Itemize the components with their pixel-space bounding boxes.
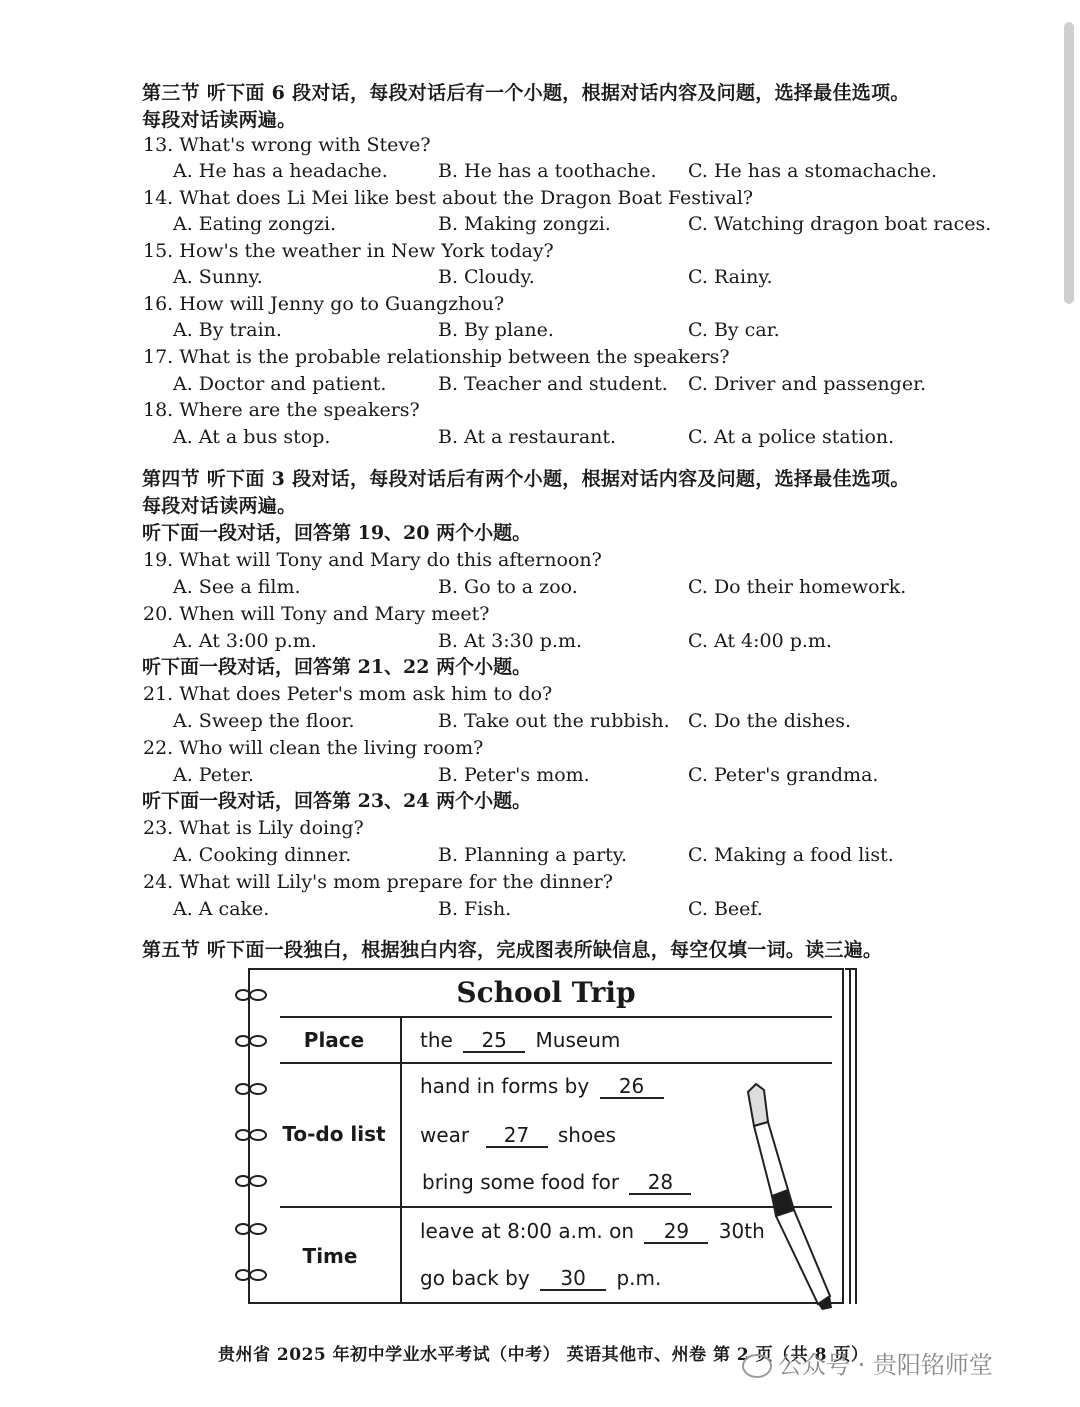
pen-icon (734, 1082, 844, 1312)
subheading-19-20: 听下面一段对话，回答第 19、20 两个小题。 (142, 522, 532, 544)
spiral-ring-icon (234, 1034, 268, 1048)
blank-28: 28 (629, 1171, 691, 1195)
question-21 (143, 681, 963, 708)
option-b: B. He has a toothache. (438, 160, 657, 182)
options-18 (143, 424, 963, 451)
question-text: 16. How will Jenny go to Guangzhou? (143, 293, 505, 315)
section3-heading (142, 80, 962, 134)
options-13 (143, 158, 963, 185)
notebook-page-edge (851, 968, 857, 1304)
time1-text: leave at 8:00 a.m. on (420, 1219, 635, 1243)
option-b: B. Peter's mom. (438, 764, 590, 786)
option-a: A. He has a headache. (173, 160, 388, 182)
question-13 (143, 132, 963, 159)
option-a: A. Sweep the floor. (173, 710, 355, 732)
watermark-text: 公众号 · 贵阳铭师堂 (778, 1351, 993, 1379)
todo2-text: wear (420, 1123, 470, 1147)
option-c: C. Making a food list. (688, 844, 894, 866)
place-row (420, 1028, 620, 1053)
todo-label: To-do list (282, 1122, 386, 1146)
section4-heading-line1: 第四节 听下面 3 段对话，每段对话后有两个小题，根据对话内容及问题，选择最佳选项。 (142, 468, 910, 490)
blank-29: 29 (644, 1220, 708, 1244)
subheading-21-22: 听下面一段对话，回答第 21、22 两个小题。 (142, 656, 532, 678)
options-21 (143, 708, 963, 735)
scrollbar[interactable] (1064, 22, 1074, 304)
place-label: Place (303, 1028, 365, 1052)
question-16 (143, 291, 963, 318)
option-a: A. At a bus stop. (173, 426, 331, 448)
question-text: 22. Who will clean the living room? (143, 737, 484, 759)
option-a: A. Doctor and patient. (173, 373, 387, 395)
option-b: B. Cloudy. (438, 266, 535, 288)
spiral-ring-icon (234, 1174, 268, 1188)
spiral-ring-icon (234, 988, 268, 1002)
options-17 (143, 371, 963, 398)
subheading-23-24: 听下面一段对话，回答第 23、24 两个小题。 (142, 790, 532, 812)
options-22 (143, 762, 963, 789)
section5-heading: 第五节 听下面一段独白，根据独白内容，完成图表所缺信息，每空仅填一词。读三遍。 (142, 939, 883, 961)
option-a: A. Cooking dinner. (173, 844, 352, 866)
spiral-ring-icon (234, 1082, 268, 1096)
question-20 (143, 601, 963, 628)
option-c: C. Peter's grandma. (688, 764, 879, 786)
option-c: C. Driver and passenger. (688, 373, 927, 395)
spiral-ring-icon (234, 1268, 268, 1282)
question-text: 13. What's wrong with Steve? (143, 134, 431, 156)
option-c: C. By car. (688, 319, 780, 341)
option-c: C. At 4:00 p.m. (688, 630, 832, 652)
time1-suffix: 30th (718, 1219, 765, 1243)
place-suffix: Museum (535, 1028, 621, 1052)
column-divider (400, 1016, 402, 1302)
option-a: A. A cake. (173, 898, 270, 920)
options-16 (143, 317, 963, 344)
question-text: 15. How's the weather in New York today? (143, 240, 554, 262)
option-b: B. Go to a zoo. (438, 576, 578, 598)
option-c: C. Rainy. (688, 266, 773, 288)
todo-row-2 (420, 1123, 616, 1148)
divider (280, 1062, 832, 1064)
question-text: 19. What will Tony and Mary do this afternoon? (143, 549, 602, 571)
todo-row-3 (422, 1170, 695, 1195)
todo-row-1 (420, 1074, 668, 1099)
option-b: B. Teacher and student. (438, 373, 668, 395)
spiral-ring-icon (234, 1128, 268, 1142)
question-19 (143, 547, 963, 574)
option-b: B. At a restaurant. (438, 426, 617, 448)
question-23 (143, 815, 963, 842)
question-22 (143, 735, 963, 762)
option-a: A. Sunny. (173, 266, 263, 288)
option-b: B. Take out the rubbish. (438, 710, 670, 732)
spiral-ring-icon (234, 1222, 268, 1236)
time-label: Time (302, 1244, 358, 1268)
option-c: C. Beef. (688, 898, 763, 920)
question-text: 24. What will Lily's mom prepare for the dinner? (143, 871, 613, 893)
question-14 (143, 185, 963, 212)
blank-30: 30 (540, 1267, 606, 1291)
section3-heading-line2: 每段对话读两遍。 (142, 109, 297, 131)
option-c: C. Do the dishes. (688, 710, 852, 732)
question-text: 21. What does Peter's mom ask him to do? (143, 683, 553, 705)
options-14 (143, 211, 992, 238)
question-15 (143, 238, 963, 265)
option-c: C. Do their homework. (688, 576, 907, 598)
section3-heading-line1: 第三节 听下面 6 段对话，每段对话后有一个小题，根据对话内容及问题，选择最佳选项。 (142, 82, 910, 104)
options-15 (143, 264, 963, 291)
time2-text: go back by (420, 1266, 530, 1290)
option-c: C. He has a stomachache. (688, 160, 938, 182)
options-20 (143, 628, 963, 655)
option-a: A. Peter. (173, 764, 254, 786)
wechat-icon (742, 1354, 772, 1378)
divider (280, 1016, 832, 1018)
question-17 (143, 344, 963, 371)
question-text: 18. Where are the speakers? (143, 399, 420, 421)
option-b: B. At 3:30 p.m. (438, 630, 583, 652)
time-row-1 (420, 1219, 765, 1244)
option-a: A. See a film. (173, 576, 301, 598)
table-title: School Trip (456, 976, 636, 1009)
section4-heading (142, 466, 962, 520)
question-text: 20. When will Tony and Mary meet? (143, 603, 490, 625)
school-trip-table (248, 968, 844, 1304)
question-text: 14. What does Li Mei like best about the Dragon Boat Festival? (143, 187, 754, 209)
todo1-text: hand in forms by (420, 1074, 590, 1098)
place-prefix: the (420, 1028, 453, 1052)
todo3-text: bring some food for (422, 1170, 620, 1194)
option-a: A. Eating zongzi. (173, 213, 337, 235)
section4-heading-line2: 每段对话读两遍。 (142, 495, 297, 517)
question-text: 17. What is the probable relationship between the speakers? (143, 346, 730, 368)
page-footer: 贵州省 2025 年初中学业水平考试（中考） 英语其他市、州卷 第 2 页（共 8 页） (218, 1345, 869, 1365)
question-18 (143, 397, 963, 424)
option-c: C. At a police station. (688, 426, 895, 448)
time-row-2 (420, 1266, 661, 1291)
option-c: C. Watching dragon boat races. (688, 213, 992, 235)
option-b: B. Fish. (438, 898, 512, 920)
options-24 (143, 896, 963, 923)
todo2-suffix: shoes (557, 1123, 616, 1147)
option-a: A. By train. (173, 319, 282, 341)
question-24 (143, 869, 963, 896)
options-19 (143, 574, 963, 601)
option-a: A. At 3:00 p.m. (173, 630, 317, 652)
time2-suffix: p.m. (616, 1266, 662, 1290)
option-b: B. Planning a party. (438, 844, 628, 866)
blank-27: 27 (486, 1124, 548, 1148)
options-23 (143, 842, 963, 869)
option-b: B. By plane. (438, 319, 554, 341)
question-text: 23. What is Lily doing? (143, 817, 364, 839)
option-b: B. Making zongzi. (438, 213, 611, 235)
blank-25: 25 (463, 1029, 525, 1053)
blank-26: 26 (600, 1075, 664, 1099)
watermark (742, 1345, 993, 1380)
